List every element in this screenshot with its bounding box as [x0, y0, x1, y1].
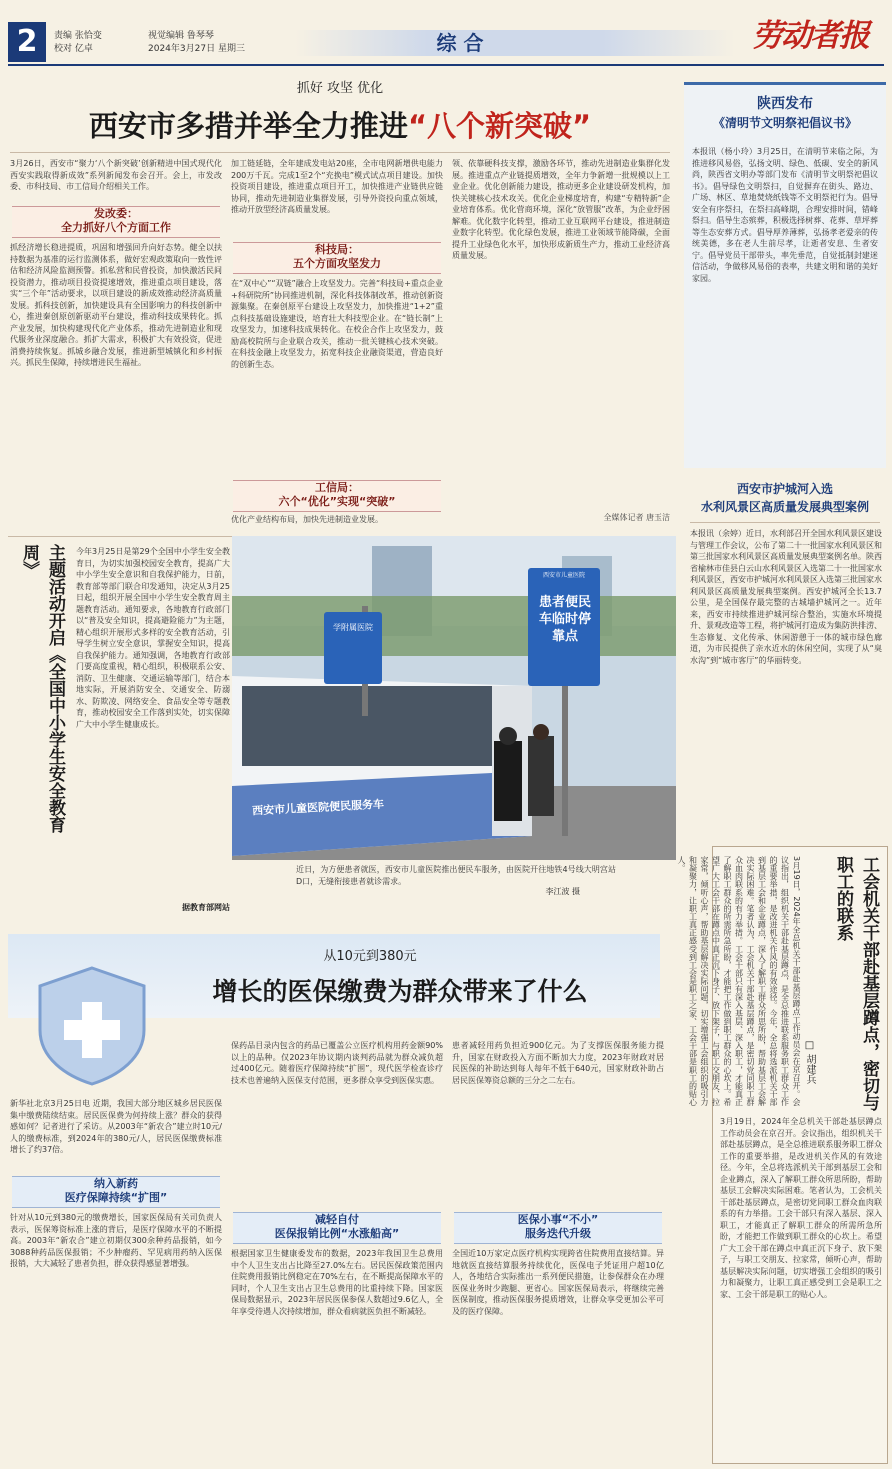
lead-headline-highlight: “八个新突破”	[407, 109, 592, 143]
lead-byline: 全媒体记者 唐玉洁	[603, 513, 670, 522]
issue-date: 2024年3月27日 星期三	[148, 44, 245, 54]
union-title: 工会机关干部赴基层蹲点，密切与职工的联系	[833, 856, 879, 1111]
lead-col2-body: 加工链延链，全年建成发电站20座，全市电网新增供电能力200万千瓦。完成1至2个“充换电”模式试点项目建设。加快投资项目建设，推进重点项目开工，加快推进产业链供应链协同，推动先进制造业集群发展，引导外资投向重点领域，推动开放型经济高质量发展。	[231, 159, 443, 214]
lead-subhead-2: 科技局： 五个方面攻坚发力	[233, 242, 441, 274]
health-subhead-1: 纳入新药 医疗保障持续“扩围”	[12, 1176, 220, 1208]
proof-name: 亿卓	[74, 44, 93, 54]
health-kicker: 从10元到380元	[323, 949, 417, 964]
shield-icon	[22, 960, 162, 1090]
sidebar-top-body: 本报讯（杨小玲）3月25日，在清明节来临之际，为推进移风易俗，弘扬文明、绿色、低碳、安全的新风尚，陕西省文明办等部门发布《清明节文明祭祀倡议书》。倡导绿色文明祭扫，自觉摒弃在街头、路边、广场、林区、草地焚烧纸钱等不文明祭祀行为。倡导安全有序祭扫，在祭扫高峰期，合理安排时间，错峰祭扫。倡导生态殡葬，积极选择树葬、花葬、草坪葬等生态安葬方式。倡导厚养薄葬，弘扬孝老爱亲的传统美德，多在老人生前尽孝，让逝者安息、生者安宁。倡导党员干部带头，率先垂范，自觉抵制封建迷信活动，争做移风易俗的表率，共建文明和谐的美好家园。	[692, 147, 878, 283]
lead-col2-body-3: 优化产业结构布局，加快先进制造业发展。	[231, 515, 383, 524]
page-number: 2	[16, 24, 38, 59]
health-intro: 新华社北京3月25日电 近期，我国大部分地区城乡居民医保集中缴费陆续结束。居民医保费为何持续上涨？群众的获得感如何？记者进行了采访。从2003年“新农合”建立时10元/人的缴费标准，到2024年的380元/人，居民医保缴费标准增长了约37倍。	[10, 1099, 222, 1154]
sign-stop-text: 学附属医院	[333, 623, 373, 632]
health-headline: 增长的医保缴费为群众带来了什么	[212, 977, 588, 1006]
sidebar-mid-rule	[690, 522, 880, 523]
page-header	[0, 0, 892, 66]
health-shield-graphic	[22, 960, 162, 1090]
lead-headline	[10, 104, 670, 148]
header-rule	[8, 64, 884, 66]
health-col3-body-2: 全国近10万家定点医疗机构实现跨省住院费用直接结算。异地就医直接结算服务持续优化，医保电子凭证用户超10亿人，各地结合实际推出一系列便民措施，让参保群众在办理医保业务时少跑腿、更省心。国家医保局表示，将继续完善医保制度，推动医保服务提质增效，让群众享受更加公平可及的医疗保障。	[452, 1249, 664, 1316]
photo-caption: 近日，为方便患者就医，西安市儿童医院推出便民车服务，由医院开往地铁4号线大明宫站D口，无缝衔接患者就诊需求。	[296, 865, 616, 886]
union-body-lower: 3月19日，2024年全总机关干部赴基层蹲点工作动员会在京召开。会议指出，组织机关干部赴基层蹲点，是全总推进联系服务职工群众工作的重要举措，是改进机关作风的有效途径。今年，全总将选派机关干部到基层工会和企业蹲点，深入了解职工群众所思所盼，帮助基层工会解决实际困难。笔者认为，工会机关干部赴基层蹲点，是密切党同职工群众血肉联系的有力举措。工会干部只有深入基层、深入职工，才能真正了解职工群众的所需所急所盼，才能把工作做到职工群众的心坎上。希望广大工会干部在蹲点中真正沉下身子、放下架子，与职工交朋友、拉家常，倾听心声，帮助基层解决实际问题，切实增强工会组织的吸引力和凝聚力，让职工真正感受到工会是职工之家、工会干部是职工的贴心人。	[720, 1117, 882, 1299]
news-photo	[232, 536, 676, 860]
lead-kicker: 抓好 攻坚 优化	[296, 81, 384, 96]
header-credits: 责编 张恰变 校对 亿卓	[54, 31, 102, 54]
health-col1-body: 针对从10元到380元的缴费增长，国家医保局有关司负责人表示，医保筹资标准上涨的背后，是医疗保障水平的不断提高。2003年“新农合”建立初期仅300余种药品报销，如今3088种药品医保报销；不少肿瘤药、罕见病用药纳入医保报销，大大减轻了患者负担，群众获得感显著增强。	[10, 1213, 222, 1268]
health-subhead-3: 医保小事“不小” 服务迭代升级	[454, 1212, 662, 1244]
lead-intro: 3月26日，西安市“聚力‘八个新突破’创新精进中国式现代化西安实践取得新成效”系列新闻发布会召开。会上，市发改委、市科技局、市工信局介绍相关工作。	[10, 159, 222, 191]
lead-col2-body-2: 在“双中心”“双链”融合上攻坚发力。完善“科技局+重点企业+科研院所”协同推进机制，深化科技体制改革，推动创新资源集聚。在秦创原平台建设上攻坚发力，加快推进“1+2”重点科技基础设施建设，培育壮大科技型企业。在“链长制”上攻坚发力，加速科技成果转化。在校企合作上攻坚发力，鼓励高校院所与企业联合攻关，推动一批关键核心技术突破。在科技金融上攻坚发力，拓宽科技企业融资渠道，营造良好的创新生态。	[231, 279, 443, 369]
header-visual-editor: 视觉编辑 鲁琴琴 2024年3月27日 星期三	[148, 31, 245, 54]
health-subhead-2: 减轻自付 医保报销比例“水涨船高”	[233, 1212, 441, 1244]
lead-subhead-3: 工信局： 六个“优化”实现“突破”	[233, 480, 441, 512]
lead-col3-body: 领、依靠硬科技支撑，激励各环节，推动先进制造业集群化发展。推进重点产业链提质增效，全年力争新增一批规模以上工业企业。优化创新能力建设，推动更多企业建设研发机构，加快关键核心技术攻关。优化企业梯度培育，构建“专精特新”企业培育体系。优化营商环境，深化“放管服”改革，为企业纾困解难。优化数字化转型，推动工业互联网平台建设，推进制造业数字化转型。优化绿色发展，推进工业领域节能降碳，全面提升工业绿色化水平，加快形成新质生产力，推动工业经济高质量发展。	[452, 159, 670, 260]
left-story-rule	[8, 536, 232, 537]
sign-hospital-name: 西安市儿童医院	[542, 572, 585, 579]
lead-headline-main: 西安市多措并举全力推进	[88, 109, 408, 143]
sidebar-top-title: 陕西发布 《清明节文明祭祀倡议书》	[712, 96, 857, 130]
sidebar-mid-body: 本报讯（余婷）近日，水利部召开全国水利风景区建设与管理工作会议，公布了第二十一批国家水利风景区和第三批国家水利风景区高质量发展典型案例名单。陕西省榆林市佳县白云山水利风景区入选第二十一批国家水利风景区，西安市护城河水利风景区入选第三批国家水利风景区高质量发展典型案例。西安护城河全长13.7公里，是全国保存最完整的古城墙护城河之一。近年来，西安市持续推进护城河综合整治，实施水环境提升、景观改造等工程，将护城河打造成为集防洪排涝、生态修复、文化传承、休闲游憩于一体的城市绿色廊道，为市民提供了亲水近水的休闲空间，实现了从“臭水沟”到“城市客厅”的华丽转变。	[690, 529, 882, 665]
left-story-source: 据教育部网站	[182, 903, 230, 912]
photo-credit: 李江波 摄	[545, 887, 580, 896]
lead-col1-body: 抓经济增长稳进提质，巩固和增强回升向好态势。健全以扶持数据为基准的运行监测体系，做好宏观政策取向一致性评估和经济风险监测预警。抓私营和民营投资，加快激活民间投资潜力，推动项目投资提速增效，推进重点项目建设，落实“三个年”活动要求，以项目建设的新成效推动经济高质量发展。抓科技创新，加快建设具有全国影响力的科技创新中心，推进秦创原创新驱动平台建设，推动科技成果转化。抓产业发展，加快构建现代化产业体系，推动先进制造业和现代服务业深度融合。抓扩大需求，积极扩大有效投资，促进消费持续恢复。抓城乡融合发展，推进新型城镇化和乡村振兴。抓民生保障，持续增进民生福祉。	[10, 243, 222, 367]
left-story-body: 今年3月25日是第29个全国中小学生安全教育日，为切实加强校园安全教育，提高广大中小学生安全意识和自我保护能力，日前，教育部等部门联合印发通知，决定从3月25日起，组织开展全国中小学生安全教育周主题教育活动。通知要求，各地教育行政部门以“普及安全知识，提高避险能力”为主题，精心组织开展形式多样的安全教育活动，引导学生树立安全意识，掌握安全知识，提高自我保护能力。通知强调，各地教育行政部门要高度重视，精心组织，积极联系公安、消防、卫生健康、交通运输等部门，结合本地实际，开展消防安全、交通安全、防溺水、防欺凌、网络安全、食品安全等专题教育，推动校园安全工作落到实处，切实保障广大中小学生健康成长。	[76, 547, 230, 729]
section-name: 综 合	[436, 31, 484, 55]
health-col3-body: 患者减轻用药负担近900亿元。为了支撑医保服务能力提升，国家在财政投入方面不断加大力度，2023年财政对居民医保的补助达到每人每年不低于640元，国家财政补助占居民医保筹资总额的三分之二左右。	[452, 1041, 664, 1085]
sidebar-mid-title: 西安市护城河入选 水利风景区高质量发展典型案例	[700, 482, 869, 514]
bus-side-text: 西安市儿童医院便民服务车	[251, 797, 385, 818]
page-number-badge	[8, 22, 46, 62]
left-story-title: 主题活动开启《全国中小学生安全教育周》	[19, 544, 65, 833]
masthead-logo: 劳动者报	[752, 18, 868, 54]
union-body: 3月19日，2024年全总机关干部赴基层蹲点工作动员会在京召开。会议指出，组织机关干部赴基层蹲点，是全总推进联系服务职工群众工作的重要举措，是改进机关作风的有效途径。今年，全总将选派机关干部到基层工会和企业蹲点，深入了解职工群众所思所盼，帮助基层工会解决实际困难。笔者认为，工会机关干部赴基层蹲点，是密切党同职工群众血肉联系的有力举措。工会干部只有深入基层、深入职工，才能真正了解职工群众的所需所急所盼，才能把工作做到职工群众的心坎上。希望广大工会干部在蹲点中真正沉下身子、放下架子，与职工交朋友、拉家常，倾听心声，帮助基层解决实际问题，切实增强工会组织的吸引力和凝聚力，让职工真正感受到工会是职工之家、工会干部是职工的贴心人。	[677, 856, 801, 1106]
lead-subhead-1: 发改委： 全力抓好八个方面工作	[12, 206, 220, 238]
sign-main-text: 患者便民车临时停靠点	[538, 595, 591, 644]
health-col2-body: 保药品目录内包含的药品已覆盖公立医疗机构用药金额90%以上的品种。仅2023年协议期内谈判药品就为群众减负超过400亿元。随着医疗保障持续“扩围”，现代医学检查诊疗技术也普遍纳入医保支付范围，更多群众享受到医保实惠。	[231, 1041, 443, 1085]
lead-rule	[10, 152, 670, 153]
union-author: □ 胡建兵	[804, 1040, 815, 1085]
health-col2-body-2: 根据国家卫生健康委发布的数据，2023年我国卫生总费用中个人卫生支出占比降至27.0%左右。居民医保政策范围内住院费用报销比例稳定在70%左右，在不断提高保障水平的同时，个人卫生支出占卫生总费用的比重持续下降。国家医保局数据显示，2023年居民医保参保人数超过9.6亿人，全年享受待遇人次持续增加，群众看病就医负担不断减轻。	[231, 1249, 443, 1316]
editor-name: 张恰变	[74, 31, 102, 41]
